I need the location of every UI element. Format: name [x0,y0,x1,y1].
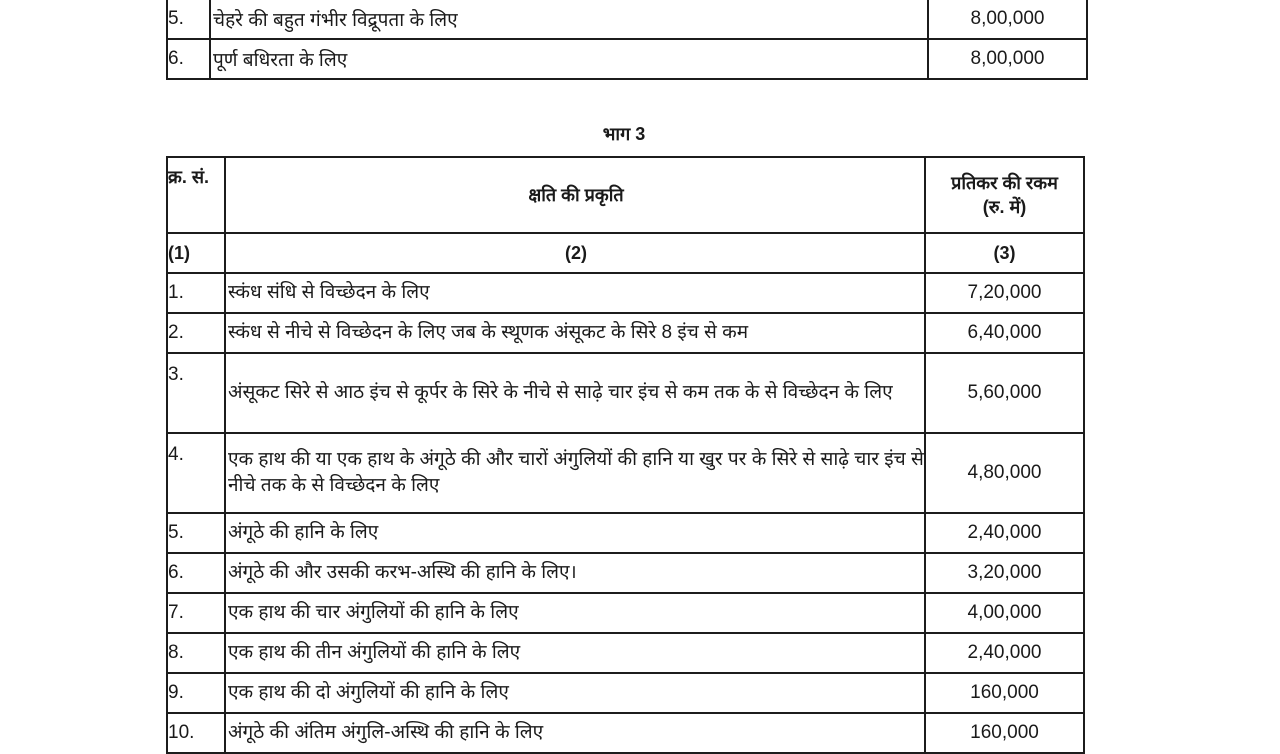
table-row [167,313,1084,353]
injury-nature: एक हाथ की दो अंगुलियों की हानि के लिए [225,673,925,713]
table-row [167,513,1084,553]
table-row [167,273,1084,313]
column-number-row [167,233,1084,273]
table-row [167,433,1084,513]
table-row [167,633,1084,673]
injury-nature: चेहरे की बहुत गंभीर विद्रूपता के लिए [210,0,928,39]
header-amount-line2: (रु. में) [982,197,1027,217]
table-row [167,353,1084,433]
compensation-amount: 6,40,000 [925,313,1084,353]
part3-table [166,156,1085,754]
compensation-amount: 5,60,000 [925,353,1084,433]
part2-table-tail [166,0,1088,80]
injury-nature: स्कंध संधि से विच्छेदन के लिए [225,273,925,313]
serial-number: 1. [167,273,225,313]
table-row [167,39,1087,79]
table-header-row [167,157,1084,233]
column-number-1: (1) [167,233,225,273]
part3-heading: भाग 3 [602,124,646,144]
serial-number: 6. [167,39,210,79]
injury-nature: स्कंध से नीचे से विच्छेदन के लिए जब के स्थूणक अंसूकट के सिरे 8 इंच से कम [225,313,925,353]
injury-nature: अंगूठे की हानि के लिए [225,513,925,553]
injury-nature: अंसूकट सिरे से आठ इंच से कूर्पर के सिरे के नीचे से साढ़े चार इंच से कम तक के से विच्छेदन के लिए [225,353,925,433]
table-row [167,673,1084,713]
injury-nature: पूर्ण बधिरता के लिए [210,39,928,79]
injury-nature: एक हाथ की तीन अंगुलियों की हानि के लिए [225,633,925,673]
serial-number: 5. [167,0,210,39]
column-number-3: (3) [925,233,1084,273]
serial-number: 3. [167,353,225,433]
header-amount [925,157,1084,233]
compensation-amount: 7,20,000 [925,273,1084,313]
header-nature: क्षति की प्रकृति [225,157,925,233]
compensation-amount: 8,00,000 [928,0,1087,39]
serial-number: 10. [167,713,225,753]
table-row [167,553,1084,593]
injury-nature: एक हाथ की या एक हाथ के अंगूठे की और चारों अंगुलियों की हानि या खुर पर के सिरे से साढ़े चार इंच से नीचे तक के से विच्छेदन के लिए [225,433,925,513]
compensation-amount: 3,20,000 [925,553,1084,593]
compensation-amount: 2,40,000 [925,513,1084,553]
compensation-amount: 2,40,000 [925,633,1084,673]
header-amount-line1: प्रतिकर की रकम [951,173,1058,193]
serial-number: 6. [167,553,225,593]
compensation-amount: 4,00,000 [925,593,1084,633]
serial-number: 8. [167,633,225,673]
header-serial: क्र. सं. [167,157,225,233]
compensation-amount: 4,80,000 [925,433,1084,513]
column-number-2: (2) [225,233,925,273]
serial-number: 9. [167,673,225,713]
injury-nature: अंगूठे की अंतिम अंगुलि-अस्थि की हानि के लिए [225,713,925,753]
compensation-amount: 160,000 [925,673,1084,713]
injury-nature: एक हाथ की चार अंगुलियों की हानि के लिए [225,593,925,633]
injury-nature: अंगूठे की और उसकी करभ-अस्थि की हानि के लिए। [225,553,925,593]
table-row [167,0,1087,39]
table-row [167,593,1084,633]
serial-number: 2. [167,313,225,353]
serial-number: 7. [167,593,225,633]
table-row [167,713,1084,753]
serial-number: 5. [167,513,225,553]
compensation-amount: 8,00,000 [928,39,1087,79]
compensation-amount: 160,000 [925,713,1084,753]
serial-number: 4. [167,433,225,513]
